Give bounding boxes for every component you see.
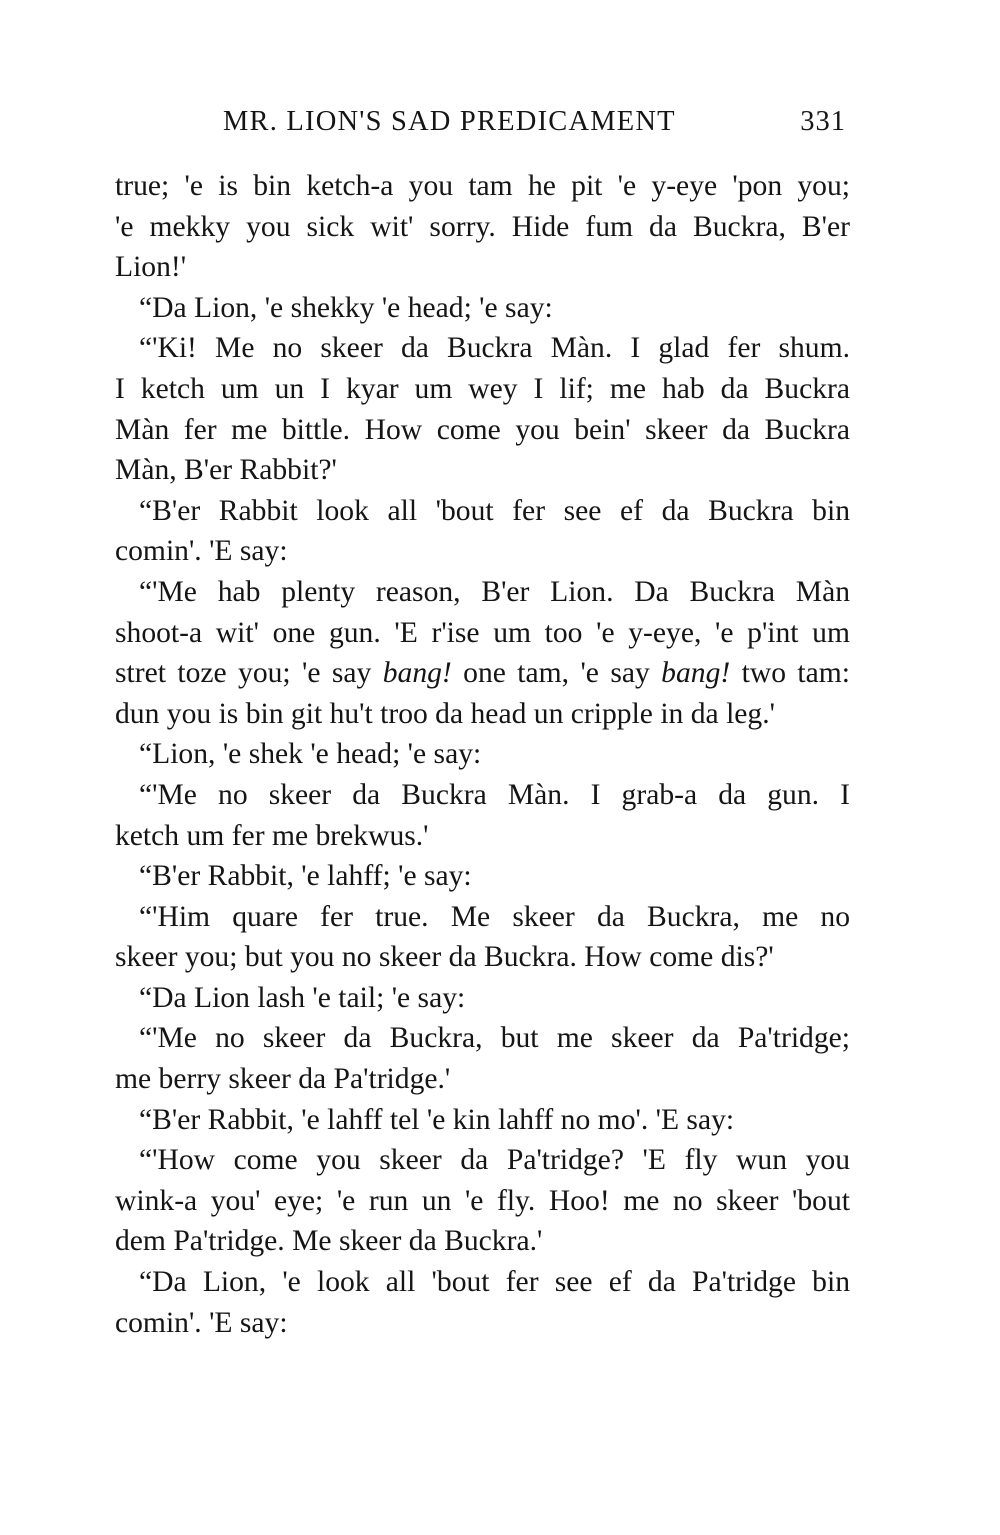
text-line: “B'er Rabbit, 'e lahff tel 'e kin lahff no mo'. 'E say: xyxy=(139,1103,735,1136)
paragraph xyxy=(115,491,850,572)
running-title: MR. LION'S SAD PREDICAMENT xyxy=(223,106,676,137)
paragraph xyxy=(115,897,850,978)
text-line: dun you is bin git hu't troo da head un cripple in da leg.' xyxy=(115,697,775,730)
text-line: me berry skeer da Pa'tridge.' xyxy=(115,1063,451,1096)
text-line: wink-a you' eye; 'e run un 'e fly. Hoo! me no skeer 'bout xyxy=(115,1184,850,1217)
paragraph xyxy=(115,856,850,897)
text-line: “B'er Rabbit, 'e lahff; 'e say: xyxy=(139,860,472,893)
paragraph xyxy=(115,1100,850,1141)
page-header xyxy=(115,106,850,150)
paragraph xyxy=(115,775,850,856)
paragraph xyxy=(115,166,850,288)
text-line: skeer you; but you no skeer da Buckra. How come dis?' xyxy=(115,941,774,974)
text-line: “'Me no skeer da Buckra, but me skeer da Pa'tridge; xyxy=(139,1022,850,1055)
paragraph xyxy=(115,1018,850,1099)
text-line: 'e mekky you sick wit' sorry. Hide fum da Buckra, B'er xyxy=(115,210,850,243)
paragraph xyxy=(115,328,850,490)
text-line: “'Me no skeer da Buckra Màn. I grab-a da gun. I xyxy=(139,778,850,811)
paragraph xyxy=(115,1262,850,1343)
paragraph xyxy=(115,572,850,734)
text-line: “'Ki! Me no skeer da Buckra Màn. I glad fer shum. xyxy=(139,332,850,365)
text-line: comin'. 'E say: xyxy=(115,535,288,568)
text-line: Màn, B'er Rabbit?' xyxy=(115,454,337,487)
body-text xyxy=(115,166,850,1343)
italic-text: bang! xyxy=(661,657,731,690)
text-line xyxy=(115,653,850,694)
text-line: comin'. 'E say: xyxy=(115,1306,288,1339)
text-line: ketch um fer me brekwus.' xyxy=(115,819,429,852)
text-segment: two tam: xyxy=(730,657,850,690)
text-line: Lion!' xyxy=(115,251,187,284)
page-number: 331 xyxy=(800,106,846,137)
text-segment: one tam, 'e say xyxy=(451,657,662,690)
paragraph xyxy=(115,1140,850,1262)
text-line: dem Pa'tridge. Me skeer da Buckra.' xyxy=(115,1225,543,1258)
text-line: “Da Lion, 'e look all 'bout fer see ef da Pa'tridge bin xyxy=(139,1266,850,1299)
text-line: “'How come you skeer da Pa'tridge? 'E fly wun you xyxy=(139,1144,850,1177)
paragraph xyxy=(115,288,850,329)
paragraph xyxy=(115,734,850,775)
text-line: “'Him quare fer true. Me skeer da Buckra, me no xyxy=(139,900,850,933)
text-line: “'Me hab plenty reason, B'er Lion. Da Buckra Màn xyxy=(139,575,850,608)
text-line: “Da Lion lash 'e tail; 'e say: xyxy=(139,981,466,1014)
text-line: “Da Lion, 'e shekky 'e head; 'e say: xyxy=(139,291,553,324)
text-line: “B'er Rabbit look all 'bout fer see ef da Buckra bin xyxy=(139,494,850,527)
text-segment: stret toze you; 'e say xyxy=(115,657,383,690)
text-line: Màn fer me bittle. How come you bein' skeer da Buckra xyxy=(115,413,850,446)
text-line: I ketch um un I kyar um wey I lif; me hab da Buckra xyxy=(115,372,850,405)
text-line: “Lion, 'e shek 'e head; 'e say: xyxy=(139,738,482,771)
italic-text: bang! xyxy=(382,657,452,690)
paragraph xyxy=(115,978,850,1019)
text-line: true; 'e is bin ketch-a you tam he pit 'e y-eye 'pon you; xyxy=(115,170,850,202)
text-line: shoot-a wit' one gun. 'E r'ise um too 'e y-eye, 'e p'int um xyxy=(115,616,850,649)
